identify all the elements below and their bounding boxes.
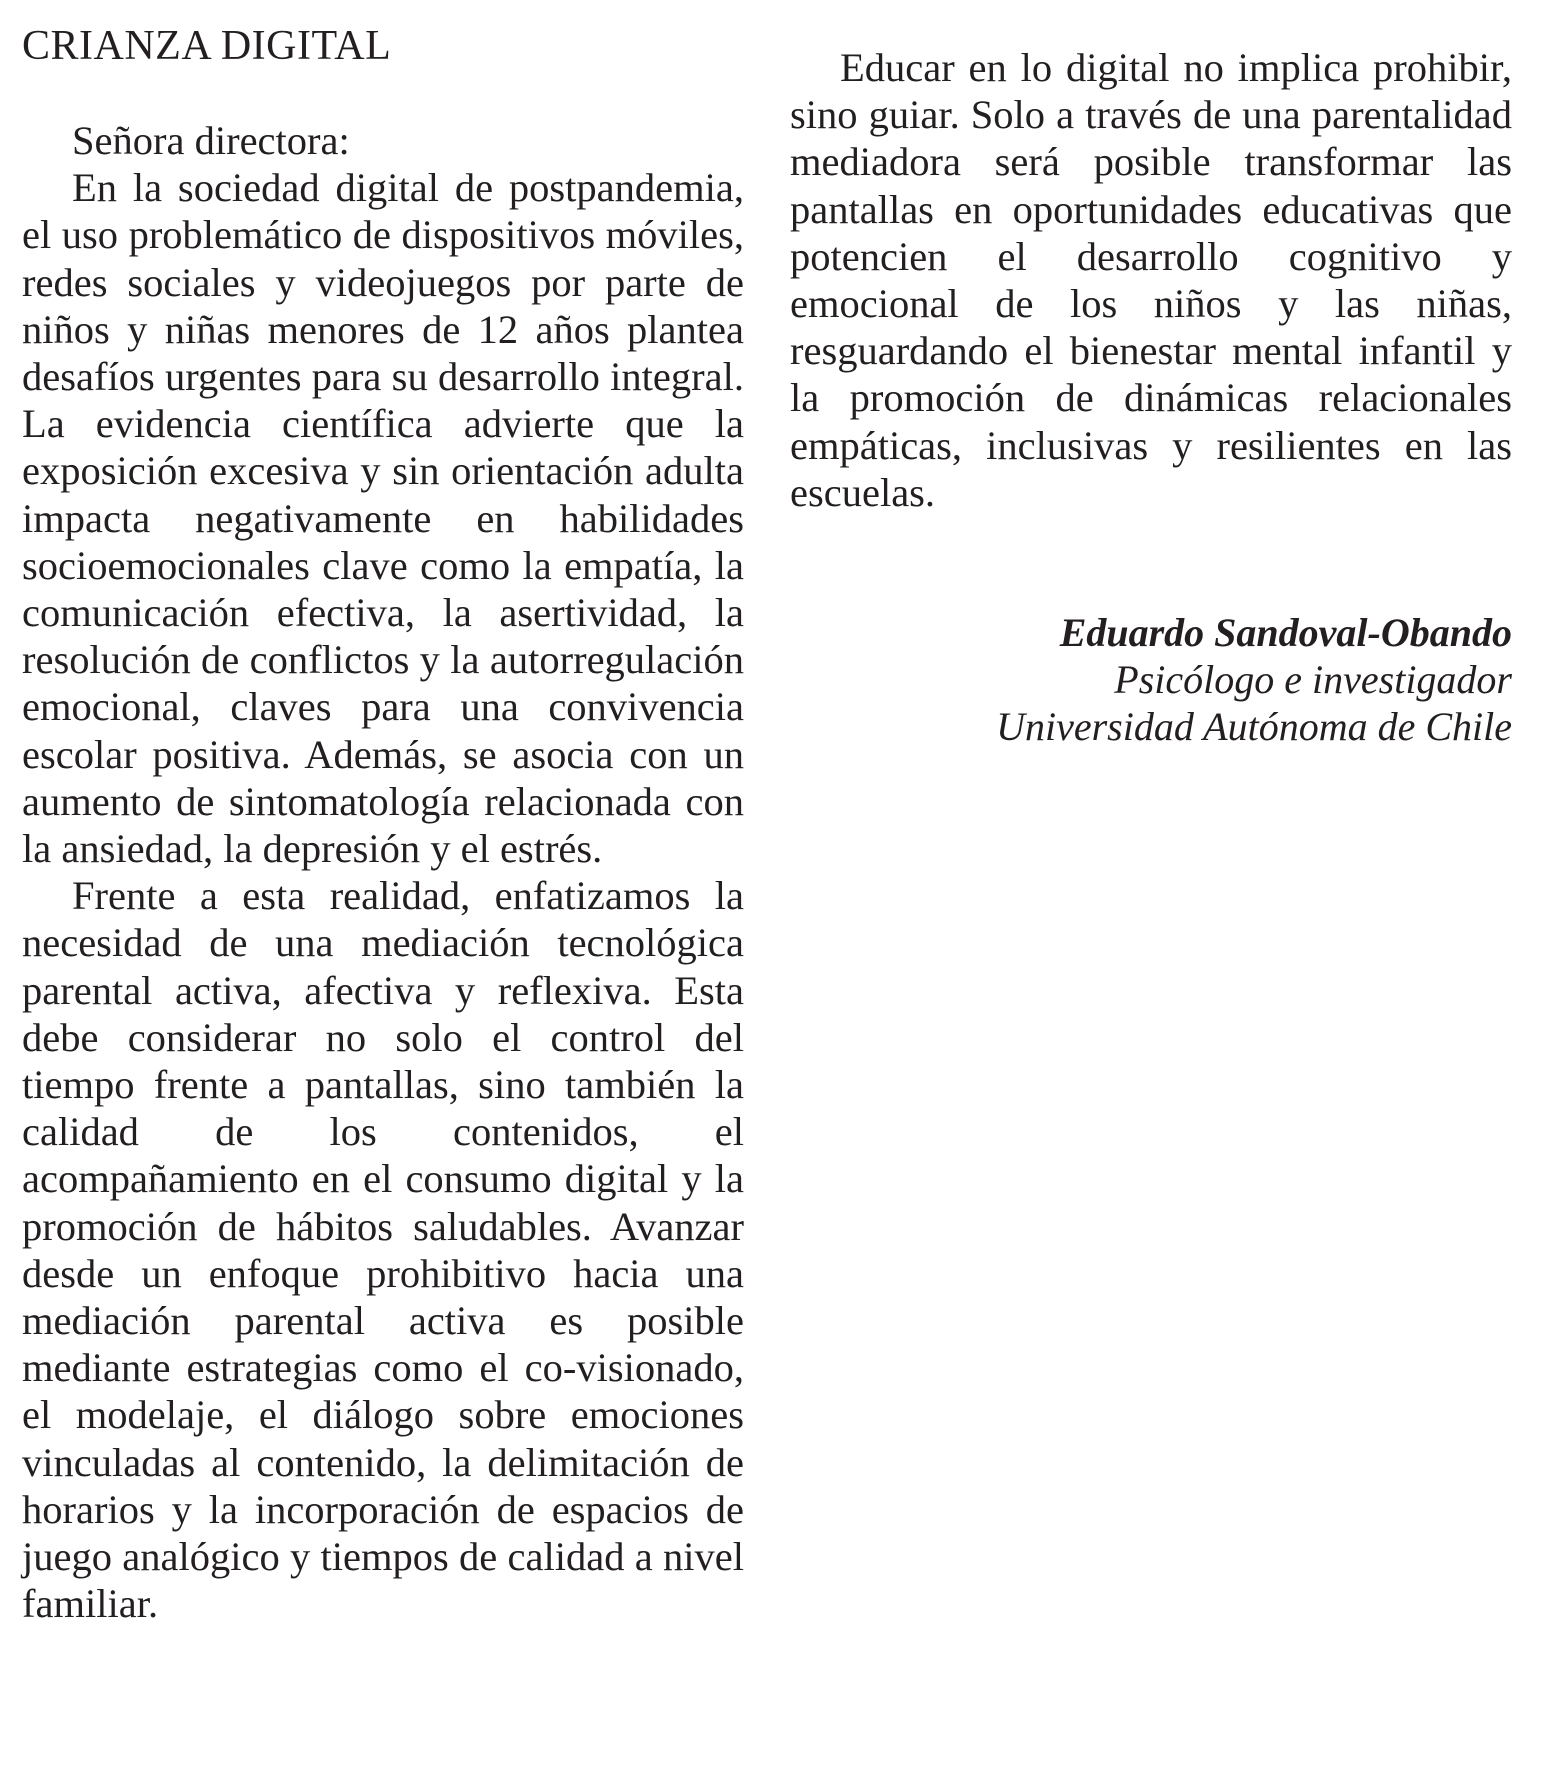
letter-paragraph-1: En la sociedad digital de postpandemia, el uso problemático de dispositivos móviles, redes sociales y videojuegos por parte de niños y niñas menores de 12 años plantea desafíos urgentes para su desarrollo integral. La evidencia científica advierte que la exposición excesiva y sin orientación adulta impacta negativamente en habilidades socioemocionales clave como la empatía, la comunicación efectiva, la asertividad, la resolución de conflictos y la autorregulación emocional, claves para una convivencia escolar positiva. Además, se asocia con un aumento de sintomatología relacionada con la ansiedad, la depresión y el estrés. [22,165,744,872]
author-title: Psicólogo e investigador [1114,657,1512,702]
letter-column-left [22,117,744,1628]
letter-paragraph-2: Frente a esta realidad, enfatizamos la necesidad de una mediación tecnológica parental activa, afectiva y reflexiva. Esta debe considerar no solo el control del tiempo frente a pantallas, sino también la calidad de los contenidos, el acompañamiento en el consumo digital y la promoción de hábitos saludables. Avanzar desde un enfoque prohibitivo hacia una mediación parental activa es posible mediante estrategias como el co-visionado, el modelaje, el diálogo sobre emociones vinculadas al contenido, la delimitación de horarios y la incorporación de espacios de juego analógico y tiempos de calidad a nivel familiar. [22,873,744,1627]
letter-salutation: Señora directora: [72,118,350,163]
letter-headline: CRIANZA DIGITAL [22,23,392,69]
letter-paragraph-3: Educar en lo digital no implica prohibir, sino guiar. Solo a través de una parentalidad mediadora será posible transformar las pantallas en oportunidades educativas que potencien el desarrollo cognitivo y emocional de los niños y las niñas, resguardando el bienestar mental infantil y la promoción de dinámicas relacionales empáticas, inclusivas y resilientes en las escuelas. [790,45,1512,515]
author-name: Eduardo Sandoval-Obando [1059,610,1512,655]
letter-signature [790,609,1512,750]
letter-column-right [790,44,1512,516]
author-institution: Universidad Autónoma de Chile [996,704,1512,749]
